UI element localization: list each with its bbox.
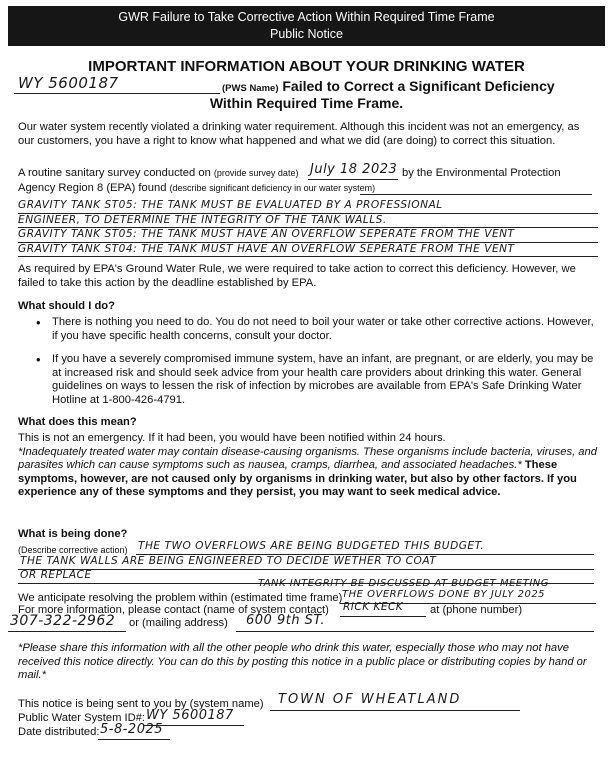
should-list — [32, 316, 594, 417]
date-underline — [98, 739, 170, 740]
page-title: IMPORTANT INFORMATION ABOUT YOUR DRINKING WATER — [88, 58, 525, 75]
anticipate-text: We anticipate resolving the problem within (estimated time frame) — [18, 592, 343, 604]
phone-label: at (phone number) — [430, 604, 523, 616]
subtitle-part1: Failed to Correct a Significant Deficiency — [282, 78, 555, 94]
deficiency-line: GRAVITY TANK ST05: THE TANK MUST HAVE AN OVERFLOW SEPERATE FROM THE VENT — [18, 228, 598, 243]
contact-underline — [340, 616, 426, 617]
notice-header — [8, 6, 605, 46]
contact-text: For more information, please contact (name of system contact) — [18, 604, 329, 616]
should-bullet: • There is nothing you need to do. You do not need to boil your water or take other corrective actions. However, if you have specific health concerns, consult your doctor. — [32, 316, 594, 343]
date-label: Date distributed: — [18, 726, 100, 738]
mean-italic: *Inadequately treated water may contain disease-causing organisms. These organisms include bacteria, viruses, and parasites which can cause symptoms such as nausea, cramps, diarrhea, and associated headaches.* — [18, 445, 597, 471]
corrective-line: OR REPLACE — [20, 569, 92, 581]
mean-text: This is not an emergency. If it had been, you would have been notified within 24 hours. — [18, 432, 446, 444]
survey-date-value: July 18 2023 — [310, 162, 398, 177]
pws-name-value: WY 5600187 — [18, 74, 119, 92]
required-paragraph: As required by EPA's Ground Water Rule, we were required to take action to correct this deficiency. However, we failed to take this action by the deadline established by EPA. — [18, 263, 576, 289]
done-heading: What is being done? — [18, 528, 128, 540]
survey-date-label: (provide survey date) — [213, 168, 299, 178]
sent-value: TOWN OF WHEATLAND — [278, 692, 462, 707]
mean-bold: These symptoms, however, are not caused only by organisms in drinking water, but also by other factors. If you experience any of these symptoms and they persist, you may want to seek medical advice. — [18, 459, 577, 498]
deficiency-underline — [360, 194, 592, 195]
mean-heading: What does this mean? — [18, 416, 137, 428]
done-label: (Describe corrective action) — [18, 545, 128, 555]
survey-line1 — [18, 167, 298, 181]
survey-date-underline — [308, 179, 398, 180]
intro-paragraph: Our water system recently violated a drinking water requirement. Although this incident was not an emergency, as our customers, you have a right to know what happened and what we did (are doing) to correct this situation. — [18, 121, 580, 147]
pws-name-label: (PWS Name) — [222, 83, 279, 94]
header-subtitle: Public Notice — [270, 27, 343, 41]
should-heading: What should I do? — [18, 300, 115, 312]
corrective-line: TANK INTEGRITY BE DISCUSSED AT BUDGET MEETING — [258, 578, 550, 589]
survey-line2 — [18, 182, 375, 196]
corrective-underline — [18, 569, 594, 570]
phone-value: 307-322-2962 — [10, 613, 116, 629]
deficiency-list — [18, 199, 598, 257]
mailing-label: or (mailing address) — [129, 617, 228, 629]
sent-label: This notice is being sent to you by (system name) — [18, 698, 264, 710]
deficiency-label: (describe significant deficiency in our water system) — [169, 183, 376, 193]
pws-id-label: Public Water System ID#: — [18, 712, 146, 724]
date-value: 5-8-2025 — [100, 722, 164, 737]
mailing-value: 600 9th ST. — [246, 613, 325, 628]
survey-agency: Agency Region 8 (EPA) found — [18, 182, 167, 194]
corrective-line: THE TWO OVERFLOWS ARE BEING BUDGETED THIS BUDGET. — [138, 540, 485, 552]
header-title: GWR Failure to Take Corrective Action Within Required Time Frame — [118, 10, 495, 24]
anticipate-value: THE OVERFLOWS DONE BY JULY 2025 — [342, 589, 546, 600]
deficiency-line: GRAVITY TANK ST04: THE TANK MUST HAVE AN OVERFLOW SEPERATE FROM THE VENT — [18, 243, 598, 258]
phone-underline — [8, 631, 126, 632]
survey-text-before: A routine sanitary survey conducted on — [18, 167, 211, 179]
deficiency-line: ENGINEER, TO DETERMINE THE INTEGRITY OF THE TANK WALLS. — [18, 214, 598, 229]
mean-paragraph — [18, 432, 598, 500]
mailing-underline — [236, 631, 594, 632]
corrective-line: THE TANK WALLS ARE BEING ENGINEERED TO DECIDE WETHER TO COAT — [20, 555, 437, 567]
survey-text-after: by the Environmental Protection — [402, 167, 561, 179]
share-paragraph: *Please share this information with all the other people who drink this water, especially those who may not have received this notice directly. You can do this by posting this notice in a public place or distributing copies by hand or mail.* — [18, 642, 587, 681]
contact-value: RICK KECK — [343, 601, 404, 613]
subtitle-line1 — [222, 78, 555, 94]
pws-name-underline — [14, 93, 220, 94]
sent-underline — [270, 710, 520, 711]
deficiency-line: GRAVITY TANK ST05: THE TANK MUST BE EVALUATED BY A PROFESSIONAL — [18, 199, 598, 214]
should-bullet: • If you have a severely compromised immune system, have an infant, are pregnant, or are elderly, you may be at increased risk and should seek advice from your health care providers about drinking this water. General guidelines on ways to lessen the risk of infection by microbes are available from EPA's Safe Drinking Water Hotline at 1-800-426-4791. — [32, 353, 594, 407]
subtitle-line2: Within Required Time Frame. — [209, 95, 404, 111]
pws-id-value: WY 5600187 — [146, 708, 234, 723]
